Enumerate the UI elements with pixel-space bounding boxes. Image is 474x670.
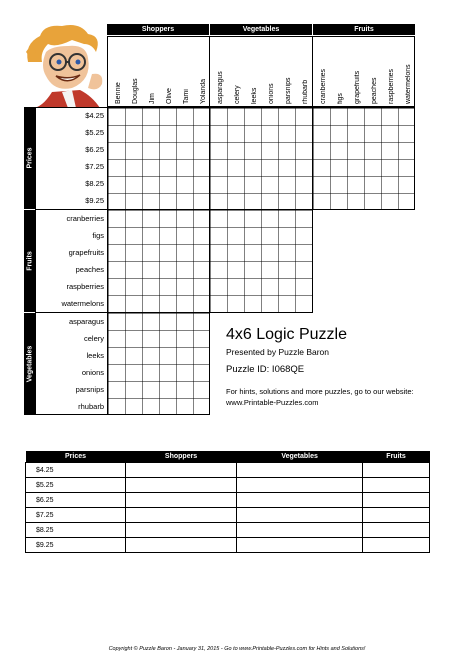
row-label-price: $7.25 [85, 162, 104, 171]
answer-header-prices: Prices [26, 451, 126, 463]
fruits-header: Fruits [313, 24, 415, 35]
footer-copyright: Copyright © Puzzle Baron - January 31, 2015 - Go to www.Printable-Puzzles.com for Hints and Solutions! [108, 646, 366, 652]
answer-input-cell[interactable] [237, 478, 363, 493]
row-label-fruit: peaches [75, 265, 104, 274]
answer-price-cell: $8.25 [26, 523, 126, 538]
answer-price-cell: $9.25 [26, 538, 126, 553]
table-row [26, 478, 430, 493]
answer-price-cell: $6.25 [26, 493, 126, 508]
grid-vegetables-shoppers[interactable] [107, 312, 210, 415]
row-label-fruit: cranberries [66, 214, 104, 223]
answer-price-cell: $7.25 [26, 508, 126, 523]
row-label-fruit: figs [92, 231, 104, 240]
row-label-fruit: grapefruits [68, 248, 104, 257]
column-label-tami: Tami [183, 89, 190, 104]
row-label-price: $9.25 [85, 196, 104, 205]
column-label-bennie: Bennie [115, 82, 122, 104]
column-label-watermelons: watermelons [405, 64, 412, 104]
column-label-yolanda: Yolanda [200, 78, 207, 104]
column-label-rhubarb: rhubarb [302, 79, 309, 104]
answer-input-cell[interactable] [363, 523, 430, 538]
answer-input-cell[interactable] [237, 463, 363, 478]
puzzle-title: 4x6 Logic Puzzle [226, 326, 347, 343]
table-row [26, 538, 430, 553]
answer-header-vegetables: Vegetables [237, 451, 363, 463]
vegetables-side-header: Vegetables [24, 313, 35, 415]
row-label-vegetable: parsnips [75, 385, 104, 394]
row-label-price: $4.25 [85, 111, 104, 120]
answer-input-cell[interactable] [237, 508, 363, 523]
answer-input-cell[interactable] [363, 478, 430, 493]
answer-input-cell[interactable] [363, 463, 430, 478]
column-label-jim: Jim [149, 93, 156, 104]
row-label-fruit: watermelons [61, 299, 104, 308]
column-label-douglas: Douglas [132, 78, 139, 104]
answer-price-cell: $4.25 [26, 463, 126, 478]
table-row [26, 523, 430, 538]
shoppers-header: Shoppers [107, 24, 209, 35]
answer-input-cell[interactable] [237, 493, 363, 508]
answer-input-cell[interactable] [126, 538, 237, 553]
answer-input-cell[interactable] [363, 538, 430, 553]
column-label-raspberries: raspberries [388, 68, 395, 104]
grid-prices-fruits[interactable] [312, 107, 415, 210]
row-label-price: $8.25 [85, 179, 104, 188]
row-label-vegetable: asparagus [68, 317, 104, 326]
row-label-fruit: raspberries [66, 282, 104, 291]
hint-text: For hints, solutions and more puzzles, go to our website: [226, 387, 414, 396]
answer-input-cell[interactable] [126, 463, 237, 478]
table-row [26, 493, 430, 508]
website-link[interactable]: www.Printable-Puzzles.com [226, 398, 319, 407]
row-divider [35, 209, 108, 210]
answer-header-fruits: Fruits [363, 451, 430, 463]
grid-prices-vegetables[interactable] [209, 107, 313, 210]
column-label-asparagus: asparagus [217, 71, 224, 104]
grid-prices-shoppers[interactable] [107, 107, 210, 210]
row-label-price: $5.25 [85, 128, 104, 137]
answer-price-cell: $5.25 [26, 478, 126, 493]
column-label-peaches: peaches [371, 77, 378, 104]
column-label-figs: figs [337, 93, 344, 104]
vegetables-header: Vegetables [210, 24, 312, 35]
column-label-olive: Olive [166, 88, 173, 104]
table-row [26, 508, 430, 523]
row-label-vegetable: leeks [86, 351, 104, 360]
fruits-side-header: Fruits [24, 210, 35, 312]
column-label-leeks: leeks [251, 87, 258, 104]
row-label-price: $6.25 [85, 145, 104, 154]
row-divider [35, 312, 108, 313]
grid-fruits-shoppers[interactable] [107, 209, 210, 313]
column-label-celery: celery [234, 85, 241, 104]
column-divider [312, 36, 313, 107]
puzzle-id: Puzzle ID: I068QE [226, 364, 305, 375]
answer-input-cell[interactable] [237, 523, 363, 538]
answer-table [25, 451, 430, 553]
column-label-cranberries: cranberries [320, 68, 327, 104]
answer-input-cell[interactable] [363, 493, 430, 508]
column-divider [209, 36, 210, 107]
answer-input-cell[interactable] [237, 538, 363, 553]
row-label-vegetable: celery [83, 334, 104, 343]
column-label-parsnips: parsnips [285, 77, 292, 104]
row-label-vegetable: rhubarb [78, 402, 104, 411]
grid-fruits-vegetables[interactable] [209, 209, 313, 313]
answer-table-header [26, 451, 430, 463]
answer-input-cell[interactable] [126, 523, 237, 538]
puzzle-presenter: Presented by Puzzle Baron [226, 347, 330, 357]
mascot-illustration [22, 22, 108, 108]
prices-side-header: Prices [24, 107, 35, 209]
answer-input-cell[interactable] [126, 493, 237, 508]
answer-input-cell[interactable] [126, 478, 237, 493]
answer-input-cell[interactable] [363, 508, 430, 523]
column-label-grapefruits: grapefruits [354, 70, 361, 104]
row-label-vegetable: onions [81, 368, 104, 377]
table-row [26, 463, 430, 478]
column-label-onions: onions [268, 83, 275, 104]
answer-header-shoppers: Shoppers [126, 451, 237, 463]
answer-input-cell[interactable] [126, 508, 237, 523]
